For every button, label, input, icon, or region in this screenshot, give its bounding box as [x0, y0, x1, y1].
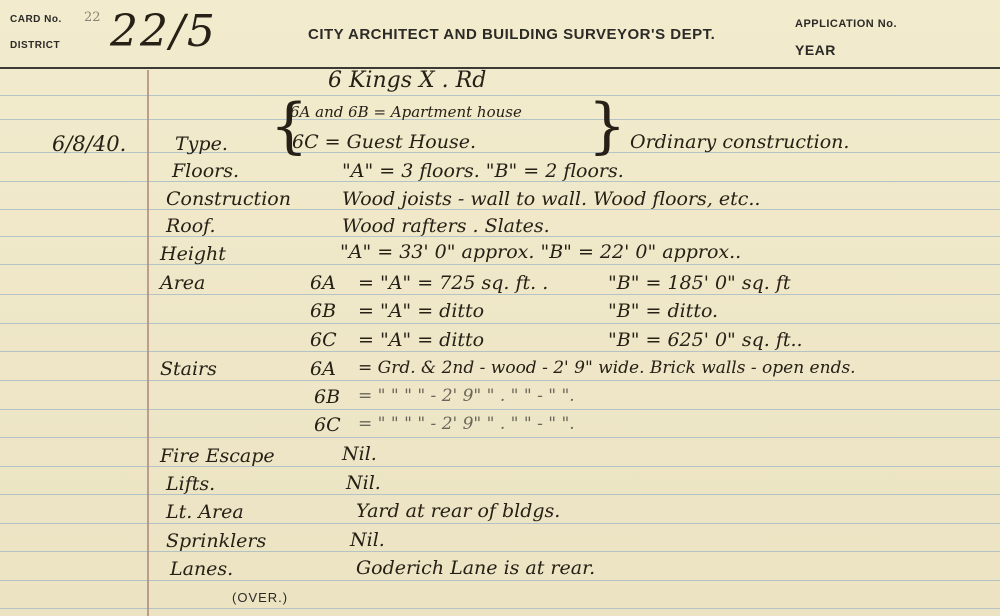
type-line-2: 6C = Guest House. — [292, 131, 476, 153]
stairs-unit: 6C — [314, 414, 341, 436]
height-label: Height — [160, 243, 226, 265]
rule-line — [0, 409, 1000, 410]
roof-label: Roof. — [166, 215, 216, 237]
date-entry: 6/8/40. — [52, 132, 127, 156]
rule-line — [0, 294, 1000, 295]
roof-value: Wood rafters . Slates. — [342, 215, 550, 237]
margin-line — [147, 70, 149, 616]
lifts-value: Nil. — [346, 472, 381, 494]
rule-line — [0, 323, 1000, 324]
department-title: CITY ARCHITECT AND BUILDING SURVEYOR'S DEPT. — [308, 26, 716, 43]
stairs-value: = Grd. & 2nd - wood - 2' 9" wide. Brick walls - open ends. — [358, 358, 856, 378]
lifts-label: Lifts. — [166, 473, 216, 495]
rule-line — [0, 152, 1000, 153]
area-left: = "A" = ditto — [358, 300, 485, 322]
area-left: = "A" = 725 sq. ft. . — [358, 272, 549, 294]
construction-label: Construction — [166, 188, 291, 210]
rule-line — [0, 608, 1000, 609]
type-note: Ordinary construction. — [630, 131, 850, 153]
lt-area-value: Yard at rear of bldgs. — [356, 500, 561, 522]
rule-line — [0, 551, 1000, 552]
card-number: 22/5 — [110, 6, 217, 57]
stairs-unit: 6A — [310, 358, 336, 380]
area-right: "B" = 625' 0" sq. ft.. — [608, 329, 803, 351]
over-label: (OVER.) — [232, 590, 289, 605]
height-value: "A" = 33' 0" approx. "B" = 22' 0" approx.. — [340, 241, 742, 263]
rule-line — [0, 494, 1000, 495]
sprinklers-label: Sprinklers — [166, 530, 267, 552]
area-unit: 6C — [310, 329, 337, 351]
rule-line — [0, 466, 1000, 467]
address: 6 Kings X . Rd — [328, 68, 487, 93]
area-unit: 6B — [310, 300, 337, 322]
stairs-value: = " " " " - 2' 9" " . " " - " ". — [358, 386, 575, 406]
area-right: "B" = ditto. — [608, 300, 719, 322]
lanes-label: Lanes. — [170, 558, 234, 580]
rule-line — [0, 95, 1000, 96]
area-unit: 6A — [310, 272, 336, 294]
type-line-1: 6A and 6B = Apartment house — [290, 103, 522, 121]
application-label: APPLICATION No. — [795, 18, 898, 30]
rule-line — [0, 523, 1000, 524]
rule-line — [0, 437, 1000, 438]
header-divider — [0, 67, 1000, 69]
rule-line — [0, 264, 1000, 265]
floors-label: Floors. — [172, 160, 240, 182]
lt-area-label: Lt. Area — [166, 501, 244, 523]
area-right: "B" = 185' 0" sq. ft — [608, 272, 791, 294]
rule-line — [0, 380, 1000, 381]
right-brace: } — [588, 91, 627, 161]
left-brace: { — [270, 91, 309, 161]
card-no-label: CARD No. — [10, 14, 62, 25]
construction-value: Wood joists - wall to wall. Wood floors, etc.. — [342, 188, 761, 210]
fire-escape-value: Nil. — [342, 443, 377, 465]
fire-escape-label: Fire Escape — [160, 445, 275, 467]
floors-value: "A" = 3 floors. "B" = 2 floors. — [342, 160, 624, 182]
rule-line — [0, 351, 1000, 352]
district-label: DISTRICT — [10, 40, 61, 51]
stairs-unit: 6B — [314, 386, 341, 408]
stairs-label: Stairs — [160, 358, 217, 380]
stairs-value: = " " " " - 2' 9" " . " " - " ". — [358, 414, 575, 434]
lanes-value: Goderich Lane is at rear. — [356, 557, 596, 579]
year-label: YEAR — [795, 42, 836, 58]
type-label: Type. — [175, 133, 228, 155]
pencil-mark: 22 — [84, 10, 101, 25]
area-left: = "A" = ditto — [358, 329, 485, 351]
area-label: Area — [160, 272, 206, 294]
rule-line — [0, 580, 1000, 581]
sprinklers-value: Nil. — [350, 529, 385, 551]
